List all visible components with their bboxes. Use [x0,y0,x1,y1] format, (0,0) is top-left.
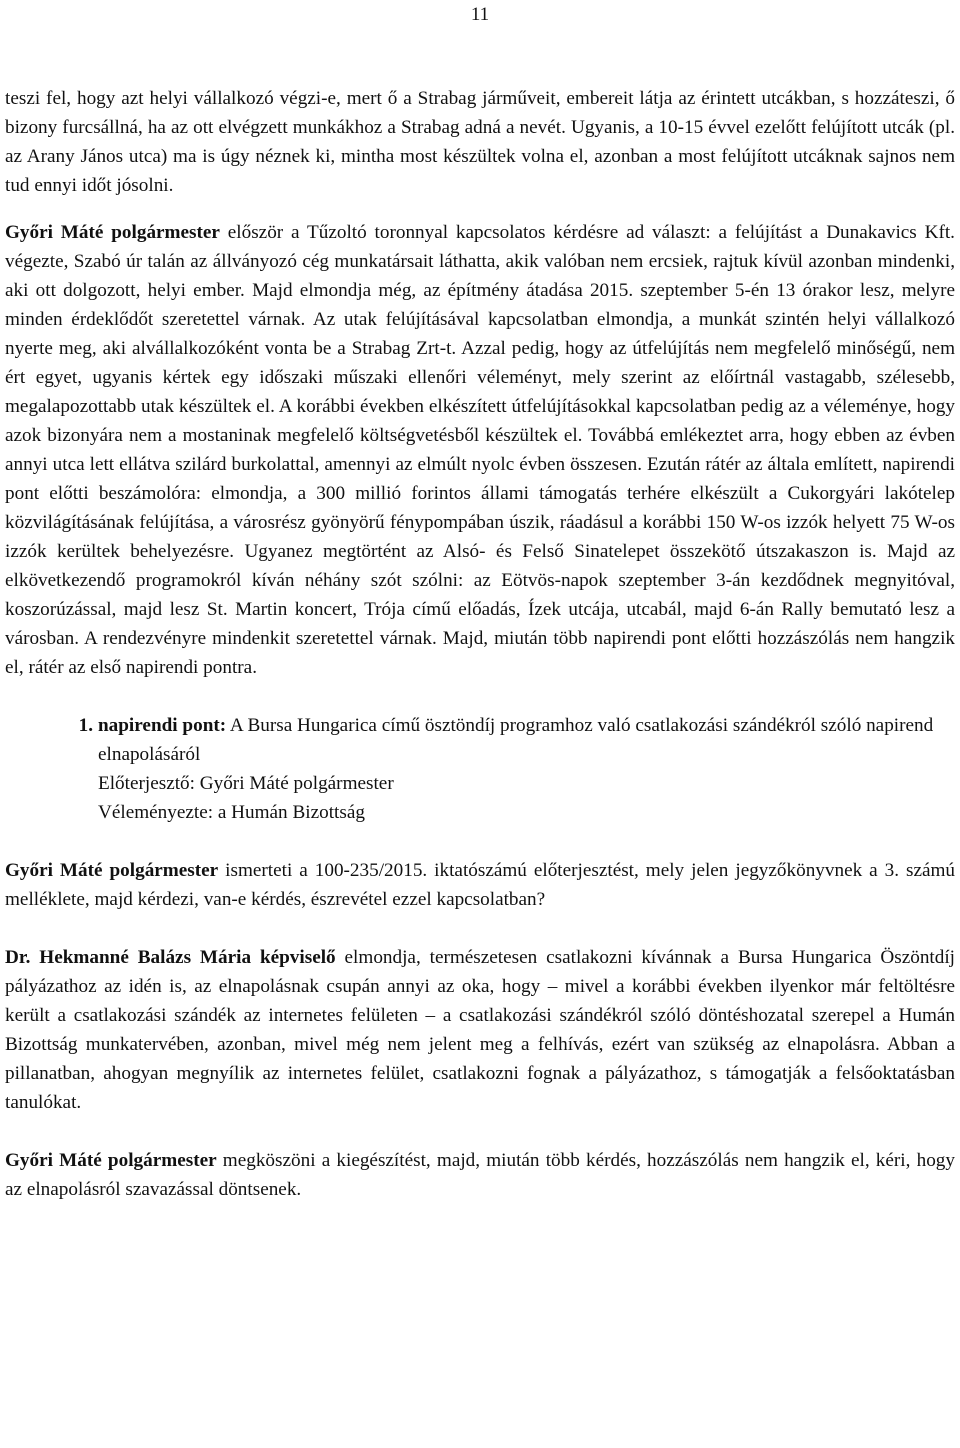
paragraph-text: elmondja, természetesen csatlakozni kívánnak a Bursa Hungarica Öszöntdíj pályázathoz az idén is, az elnapolásnak csupán annyi az oka, hogy – mivel a korábbi években ilyenkor már feltöltésre került a csatlakozási szándék az internetes felületen – a csatlakozási szándékról szóló döntéshozatal szerepel a Humán Bizottság munkatervében, azonban, mivel még nem jelent meg a felhívás, ezért van szükség az elnapolásra. Abban a pillanatban, ahogyan megnyílik az internetes felület, csatlakozni fognak a pályázathoz, s támogatják a felsőoktatásban tanulókat. [5,947,956,1113]
agenda-body [98,711,955,827]
agenda-title [98,711,955,769]
agenda-number: 1. [78,715,93,736]
agenda-item [5,711,955,827]
paragraph-mayor-introduces [5,856,955,914]
speaker-name: Győri Máté polgármester [5,222,220,243]
speaker-name: Dr. Hekmanné Balázs Mária képviselő [5,947,336,968]
speaker-name: Győri Máté polgármester [5,860,219,881]
page-number: 11 [470,4,490,25]
paragraph-representative [5,943,955,1117]
document-body [5,84,955,1204]
paragraph-mayor-vote [5,1146,955,1204]
agenda-presenter: Előterjesztő: Győri Máté polgármester [98,773,394,794]
agenda-label: napirendi pont: [98,715,227,736]
speaker-name: Győri Máté polgármester [5,1150,217,1171]
paragraph-text: először a Tűzoltó toronnyal kapcsolatos kérdésre ad választ: a felújítást a Dunakavics Kft. végezte, Szabó úr talán az állványozó cég munkatársait láthatta, akik valóban nem ercsiek, rajtuk kívül azonban mindenki, aki ott dolgozott, helyi ember. Majd elmondja még, az építmény átadása 2015. szeptember 5-én 13 órakor lesz, melyre minden érdeklődőt szeretettel várnak. Az utak felújításával kapcsolatban elmondja, a munkát szintén helyi vállalkozó nyerte meg, aki alvállalkozóként vonta be a Strabag Zrt-t. Azzal pedig, hogy az útfelújítás nem megfelelő minőségű, nem ért egyet, ugyanis kértek egy időszaki műszaki ellenőri véleményt, mely szerint az előírtnál vastagabb, szélesebb, megalapozottabb utak készültek el. A korábbi években elkészített útfelújításokkal kapcsolatban pedig az a véleménye, hogy azok bizonyára nem a mostaninak megfelelő költségvetésből készültek el. Továbbá emlékeztet arra, hogy ebben az évben annyi utca lett ellátva szilárd burkolattal, amennyi az elmúlt nyolc évben összesen. Ezután rátér az általa említett, napirendi pont előtti beszámolóra: elmondja, a 300 millió forintos állami támogatás terhére elkészült a Cukorgyári lakótelep közvilágításának felújítása, a városrész gyönyörű fénypompában úszik, ráadásul a korábbi 150 W-os izzók helyett 75 W-os izzók kerültek behelyezésre. Ugyanez megtörtént az Alsó- és Felső Sinatelepet összekötő útszakaszon is. Majd az elkövetkezendő programokról kíván néhány szót szólni: az Eötvös-napok szeptember 3-án kezdődnek megnyitóval, koszorúzással, majd lesz St. Martin koncert, Trója című előadás, Ízek utcája, utcabál, majd 6-án Rally bemutató lesz a városban. A rendezvényre mindenkit szeretettel várnak. Majd, miután több napirendi pont előtti hozzászólás nem hangzik el, rátér az első napirendi pontra. [5,222,955,678]
agenda-reviewer: Véleményezte: a Humán Bizottság [98,802,365,823]
paragraph-mayor-response [5,218,955,682]
paragraph-intro [5,84,955,200]
paragraph-text: ismerteti a 100-235/2015. iktatószámú előterjesztést, mely jelen jegyzőkönyvnek a 3. számú melléklete, majd kérdezi, van-e kérdés, észrevétel ezzel kapcsolatban? [5,860,956,910]
paragraph-text: megköszöni a kiegészítést, majd, miután több kérdés, hozzászólás nem hangzik el, kéri, hogy az elnapolásról szavazással döntsenek. [5,1150,955,1200]
agenda-title-text: A Bursa Hungarica című ösztöndíj programhoz való csatlakozási szándékról szóló napirend elnapolásáról [98,715,934,765]
paragraph-text: teszi fel, hogy azt helyi vállalkozó végzi-e, mert ő a Strabag járműveit, embereit látja az érintett utcákban, s hozzáteszi, ő bizony furcsállná, ha az ott elvégzett munkákhoz a Strabag adná a nevét. Ugyanis, a 10-15 évvel ezelőtt felújított utcák (pl. az Arany János utca) ma is úgy néznek ki, mintha most készültek volna el, azonban a most felújított utcáknak sajnos nem tud ennyi időt jósolni. [5,88,955,196]
